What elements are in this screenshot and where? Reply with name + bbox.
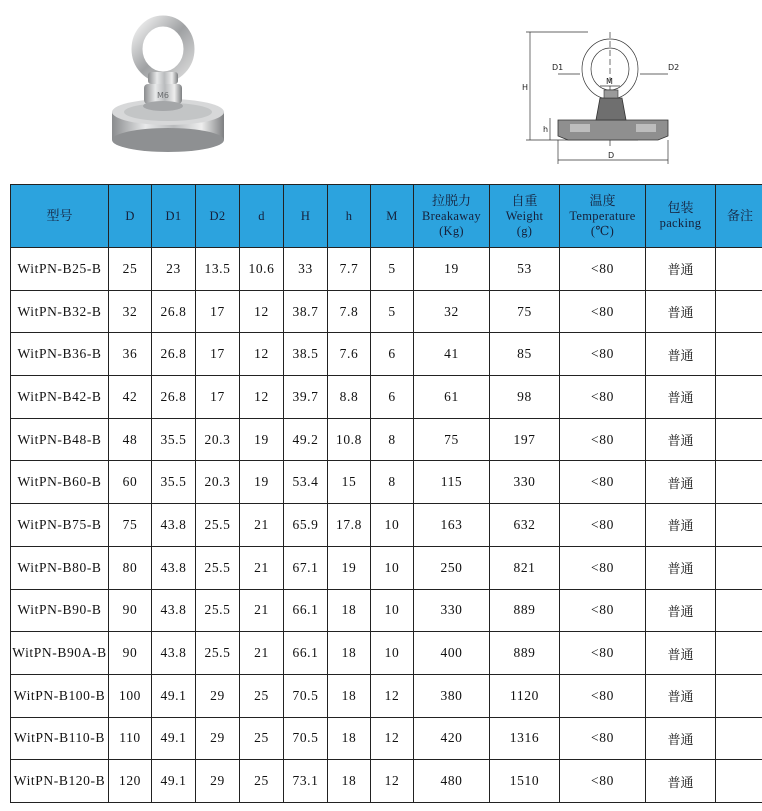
table-cell: 65.9	[284, 504, 328, 547]
table-cell: 48	[109, 418, 152, 461]
table-cell: 普通	[646, 418, 716, 461]
label-m: M	[606, 77, 613, 86]
table-cell: 23	[152, 248, 196, 291]
table-cell: 120	[109, 760, 152, 803]
table-cell: 普通	[646, 290, 716, 333]
column-header-cn: 型号	[46, 208, 73, 224]
table-cell: <80	[560, 376, 646, 419]
table-cell: 21	[240, 504, 284, 547]
table-cell: 25	[240, 674, 284, 717]
table-cell: 67.1	[284, 546, 328, 589]
table-cell: 19	[328, 546, 371, 589]
column-header-cn: 备注	[726, 208, 753, 224]
model-cell: WitPN-B75-B	[11, 504, 109, 547]
table-cell: 20.3	[196, 418, 240, 461]
table-cell: 26.8	[152, 376, 196, 419]
table-row	[11, 290, 762, 333]
table-cell: 7.6	[328, 333, 371, 376]
column-header	[646, 185, 716, 248]
table-row	[11, 632, 762, 675]
table-cell	[716, 717, 762, 760]
model-cell: WitPN-B90A-B	[11, 632, 109, 675]
model-cell: WitPN-B80-B	[11, 546, 109, 589]
column-header	[284, 185, 328, 248]
table-cell: 42	[109, 376, 152, 419]
table-cell	[716, 248, 762, 291]
table-cell: 29	[196, 717, 240, 760]
column-header-en: Breakaway	[422, 208, 481, 223]
table-row	[11, 504, 762, 547]
table-cell: 73.1	[284, 760, 328, 803]
table-cell: 53	[490, 248, 560, 291]
column-header-en: (℃)	[590, 223, 615, 238]
table-cell: 98	[490, 376, 560, 419]
table-cell: 普通	[646, 461, 716, 504]
spec-table	[10, 184, 762, 803]
table-row	[11, 717, 762, 760]
table-cell: 41	[414, 333, 490, 376]
table-cell: 43.8	[152, 504, 196, 547]
model-cell: WitPN-B100-B	[11, 674, 109, 717]
table-cell: 49.1	[152, 674, 196, 717]
table-cell: 7.8	[328, 290, 371, 333]
table-row	[11, 418, 762, 461]
table-cell: <80	[560, 248, 646, 291]
table-cell: 18	[328, 589, 371, 632]
column-header-cn: 自重	[511, 193, 538, 209]
table-cell: 70.5	[284, 674, 328, 717]
table-cell: 8.8	[328, 376, 371, 419]
model-cell: WitPN-B110-B	[11, 717, 109, 760]
table-cell: 普通	[646, 504, 716, 547]
table-cell: 21	[240, 589, 284, 632]
table-cell: 5	[371, 248, 414, 291]
table-cell: 1510	[490, 760, 560, 803]
column-header	[11, 185, 109, 248]
table-cell: 12	[240, 290, 284, 333]
table-cell: 75	[109, 504, 152, 547]
table-cell	[716, 504, 762, 547]
table-cell: 821	[490, 546, 560, 589]
table-cell: 43.8	[152, 632, 196, 675]
model-cell: WitPN-B120-B	[11, 760, 109, 803]
table-cell: 330	[490, 461, 560, 504]
table-cell: 38.5	[284, 333, 328, 376]
table-row	[11, 589, 762, 632]
column-header	[716, 185, 762, 248]
table-cell: 17	[196, 333, 240, 376]
table-row	[11, 461, 762, 504]
table-cell: 17	[196, 376, 240, 419]
drawing-base-section	[558, 90, 668, 140]
column-header	[414, 185, 490, 248]
table-cell: 8	[371, 418, 414, 461]
table-cell: 480	[414, 760, 490, 803]
table-cell: <80	[560, 461, 646, 504]
table-cell: <80	[560, 589, 646, 632]
table-cell: 39.7	[284, 376, 328, 419]
table-cell: 29	[196, 674, 240, 717]
table-cell: 43.8	[152, 546, 196, 589]
model-cell: WitPN-B25-B	[11, 248, 109, 291]
column-header	[328, 185, 371, 248]
table-cell: 60	[109, 461, 152, 504]
column-header-en: D2	[209, 208, 226, 223]
table-cell: 15	[328, 461, 371, 504]
table-cell: 10	[371, 632, 414, 675]
table-cell: <80	[560, 333, 646, 376]
table-cell: 889	[490, 589, 560, 632]
table-cell: 12	[371, 674, 414, 717]
table-cell: 19	[240, 418, 284, 461]
table-cell	[716, 290, 762, 333]
table-cell: 25	[240, 717, 284, 760]
table-cell: 7.7	[328, 248, 371, 291]
table-cell: <80	[560, 504, 646, 547]
table-cell: 25	[109, 248, 152, 291]
table-cell	[716, 546, 762, 589]
table-cell: <80	[560, 290, 646, 333]
product-photo	[108, 14, 228, 164]
column-header-cn: 包装	[667, 201, 694, 216]
column-header	[371, 185, 414, 248]
table-cell: 330	[414, 589, 490, 632]
column-header-en: H	[300, 208, 311, 223]
table-cell: 18	[328, 717, 371, 760]
table-cell: 80	[109, 546, 152, 589]
table-row	[11, 760, 762, 803]
table-cell: 普通	[646, 376, 716, 419]
table-cell: 12	[240, 376, 284, 419]
table-cell: 35.5	[152, 461, 196, 504]
table-cell: 61	[414, 376, 490, 419]
table-cell: 380	[414, 674, 490, 717]
table-cell: 70.5	[284, 717, 328, 760]
table-cell: 19	[414, 248, 490, 291]
label-d: D	[608, 151, 615, 160]
model-cell: WitPN-B42-B	[11, 376, 109, 419]
table-header-row	[11, 185, 762, 248]
table-cell: 32	[414, 290, 490, 333]
column-header-en: D	[125, 208, 135, 223]
table-cell: 18	[328, 760, 371, 803]
label-h-lower: h	[543, 125, 549, 134]
table-cell: 12	[371, 717, 414, 760]
column-header-cn: 温度	[589, 193, 616, 209]
table-cell: 10	[371, 589, 414, 632]
table-cell: 25.5	[196, 632, 240, 675]
table-cell: 12	[240, 333, 284, 376]
table-cell: 10.8	[328, 418, 371, 461]
table-cell: 13.5	[196, 248, 240, 291]
table-row	[11, 333, 762, 376]
column-header-en: packing	[659, 216, 702, 230]
table-cell: 10	[371, 504, 414, 547]
table-body	[11, 248, 762, 803]
table-cell: 53.4	[284, 461, 328, 504]
table-cell: 49.2	[284, 418, 328, 461]
table-cell: 18	[328, 632, 371, 675]
table-cell: 19	[240, 461, 284, 504]
table-cell	[716, 760, 762, 803]
table-cell: 75	[414, 418, 490, 461]
table-cell	[716, 418, 762, 461]
table-cell: 普通	[646, 717, 716, 760]
table-cell: 10.6	[240, 248, 284, 291]
table-cell: 100	[109, 674, 152, 717]
table-row	[11, 674, 762, 717]
table-cell: 5	[371, 290, 414, 333]
column-header-en: M	[386, 208, 398, 223]
table-cell: <80	[560, 632, 646, 675]
table-row	[11, 248, 762, 291]
table-cell: 250	[414, 546, 490, 589]
column-header-en: Weight	[505, 208, 544, 223]
table-cell: 420	[414, 717, 490, 760]
model-cell: WitPN-B90-B	[11, 589, 109, 632]
model-cell: WitPN-B60-B	[11, 461, 109, 504]
table-cell: <80	[560, 717, 646, 760]
table-cell: 90	[109, 589, 152, 632]
column-header-en: D1	[165, 208, 182, 223]
table-cell: 115	[414, 461, 490, 504]
table-cell: 38.7	[284, 290, 328, 333]
model-cell: WitPN-B48-B	[11, 418, 109, 461]
table-cell: 25.5	[196, 589, 240, 632]
table-cell: 17.8	[328, 504, 371, 547]
table-cell: 21	[240, 632, 284, 675]
column-header	[196, 185, 240, 248]
table-cell: 29	[196, 760, 240, 803]
table-cell	[716, 376, 762, 419]
column-header-en: Temperature	[569, 208, 636, 223]
table-cell: 49.1	[152, 760, 196, 803]
table-cell: 25.5	[196, 546, 240, 589]
model-cell: WitPN-B36-B	[11, 333, 109, 376]
table-cell: 1120	[490, 674, 560, 717]
table-cell: <80	[560, 418, 646, 461]
table-cell: 8	[371, 461, 414, 504]
table-cell: 49.1	[152, 717, 196, 760]
table-cell: 110	[109, 717, 152, 760]
table-cell	[716, 333, 762, 376]
column-header-en: (g)	[516, 223, 533, 238]
engraving-text: M6	[157, 91, 169, 100]
table-cell: 6	[371, 333, 414, 376]
table-cell: 35.5	[152, 418, 196, 461]
table-cell: 66.1	[284, 632, 328, 675]
table-cell: 普通	[646, 333, 716, 376]
table-row	[11, 376, 762, 419]
table-row	[11, 546, 762, 589]
column-header-cn: 拉脱力	[431, 193, 471, 209]
column-header-en: d	[258, 208, 265, 223]
table-cell: 43.8	[152, 589, 196, 632]
table-cell: 889	[490, 632, 560, 675]
table-cell: 32	[109, 290, 152, 333]
table-cell: 6	[371, 376, 414, 419]
table-cell	[716, 589, 762, 632]
table-cell	[716, 632, 762, 675]
table-cell: 普通	[646, 546, 716, 589]
table-cell: 普通	[646, 760, 716, 803]
label-d2: D2	[668, 63, 680, 72]
table-cell: 20.3	[196, 461, 240, 504]
table-cell: 10	[371, 546, 414, 589]
table-cell: 400	[414, 632, 490, 675]
table-cell: 普通	[646, 632, 716, 675]
table-cell: <80	[560, 760, 646, 803]
table-cell: 33	[284, 248, 328, 291]
table-cell	[716, 461, 762, 504]
label-d1: D1	[552, 63, 564, 72]
table-cell: 90	[109, 632, 152, 675]
table-cell: 163	[414, 504, 490, 547]
column-header	[560, 185, 646, 248]
model-cell: WitPN-B32-B	[11, 290, 109, 333]
table-cell: 26.8	[152, 290, 196, 333]
table-cell: 25.5	[196, 504, 240, 547]
table-cell: 36	[109, 333, 152, 376]
table-cell: 66.1	[284, 589, 328, 632]
column-header	[109, 185, 152, 248]
column-header	[152, 185, 196, 248]
table-cell: 普通	[646, 674, 716, 717]
table-cell: 25	[240, 760, 284, 803]
table-cell: 21	[240, 546, 284, 589]
table-cell: 普通	[646, 589, 716, 632]
table-cell: 17	[196, 290, 240, 333]
column-header-en: (Kg)	[439, 223, 464, 238]
column-header-en: h	[345, 208, 353, 223]
table-cell	[716, 674, 762, 717]
table-cell: 26.8	[152, 333, 196, 376]
technical-drawing	[518, 24, 688, 170]
table-cell: 197	[490, 418, 560, 461]
table-cell: 12	[371, 760, 414, 803]
table-cell: <80	[560, 674, 646, 717]
table-cell: 85	[490, 333, 560, 376]
table-cell: 632	[490, 504, 560, 547]
table-cell: 1316	[490, 717, 560, 760]
column-header	[490, 185, 560, 248]
table-cell: <80	[560, 546, 646, 589]
table-cell: 18	[328, 674, 371, 717]
label-h-upper: H	[522, 83, 529, 92]
table-cell: 75	[490, 290, 560, 333]
column-header	[240, 185, 284, 248]
table-cell: 普通	[646, 248, 716, 291]
